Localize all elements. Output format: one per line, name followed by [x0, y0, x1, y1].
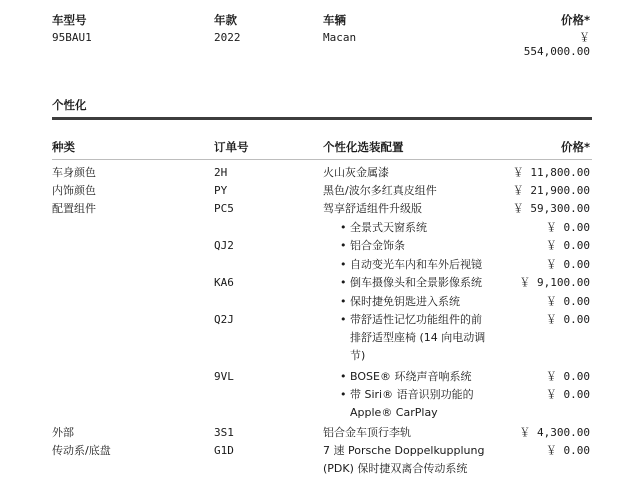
package-item-price: ￥ 0.00 [545, 258, 590, 271]
row-price: ￥ 21,900.00 [512, 184, 590, 197]
vehicle-price-row [0, 44, 640, 60]
package-item-text-line: 节) [350, 349, 366, 362]
header-config-price: 价格* [560, 140, 590, 154]
header-price: 价格* [560, 13, 590, 27]
row-category: 车身颜色 [52, 166, 96, 179]
bullet: • [340, 388, 347, 401]
header-divider [52, 159, 592, 160]
package-item-text-line: 带舒适性记忆功能组件的前 [350, 313, 482, 326]
vehicle-name: Macan [323, 31, 357, 44]
package-item-price: ￥ 0.00 [545, 221, 590, 234]
package-item-code: KA6 [214, 276, 234, 289]
header-config: 个性化选装配置 [323, 140, 404, 154]
package-item-text: 铝合金饰条 [350, 239, 405, 252]
bullet: • [340, 370, 347, 383]
row-desc: 黑色/波尔多红真皮组件 [323, 184, 437, 197]
package-item-code: Q2J [214, 313, 234, 326]
package-item-text-line: 带 Siri® 语音识别功能的 [350, 388, 474, 401]
package-item-text-line: Apple® CarPlay [350, 406, 438, 419]
row-category: 配置组件 [52, 202, 96, 215]
bullet: • [340, 258, 347, 271]
vehicle-model-code: 95BAU1 [52, 31, 92, 44]
row-desc-line: 7 速 Porsche Doppelkupplung [323, 444, 485, 457]
package-item-price: ￥ 0.00 [545, 295, 590, 308]
row-desc: 火山灰金属漆 [323, 166, 389, 179]
package-item-text: 自动变光车内和车外后视镜 [350, 258, 482, 271]
package-item-text: 倒车摄像头和全景影像系统 [350, 276, 482, 289]
package-item-code: 9VL [214, 370, 234, 383]
row-code: PC5 [214, 202, 234, 215]
row-desc: 驾享舒适组件升级版 [323, 202, 422, 215]
package-item-text: 全景式天窗系统 [350, 221, 427, 234]
section-title: 个性化 [52, 98, 87, 112]
package-item-text: 保时捷免钥匙进入系统 [350, 295, 460, 308]
row-desc: 铝合金车顶行李轨 [323, 426, 411, 439]
vehicle-header-row [0, 12, 640, 28]
row-category: 传动系/底盘 [52, 444, 111, 457]
row-price: ￥ 11,800.00 [512, 166, 590, 179]
row-price: ￥ 59,300.00 [512, 202, 590, 215]
bullet: • [340, 295, 347, 308]
row-category: 内饰颜色 [52, 184, 96, 197]
package-item-text: BOSE® 环绕声音响系统 [350, 370, 472, 383]
package-item-price: ￥ 0.00 [545, 313, 590, 326]
row-desc-line: (PDK) 保时捷双离合传动系统 [323, 462, 468, 475]
vehicle-year: 2022 [214, 31, 241, 44]
bullet: • [340, 239, 347, 252]
bullet: • [340, 221, 347, 234]
row-code: 2H [214, 166, 228, 179]
vehicle-currency: ￥ [579, 31, 590, 44]
header-vehicle: 车辆 [323, 13, 346, 27]
vehicle-price: 554,000.00 [523, 45, 590, 58]
row-price: ￥ 0.00 [545, 444, 590, 457]
header-type: 种类 [52, 140, 75, 154]
row-code: 3S1 [214, 426, 234, 439]
header-order-no: 订单号 [214, 140, 249, 154]
bullet: • [340, 276, 347, 289]
package-item-price: ￥ 0.00 [545, 388, 590, 401]
header-model-code: 车型号 [52, 13, 87, 27]
package-item-price: ￥ 0.00 [545, 239, 590, 252]
row-price: ￥ 4,300.00 [519, 426, 590, 439]
header-year: 年款 [214, 13, 237, 27]
row-code: G1D [214, 444, 234, 457]
row-code: PY [214, 184, 228, 197]
package-item-price: ￥ 0.00 [545, 370, 590, 383]
table-header-row [0, 139, 640, 155]
package-item-price: ￥ 9,100.00 [519, 276, 590, 289]
bullet: • [340, 313, 347, 326]
row-category: 外部 [52, 426, 74, 439]
section-divider [52, 117, 592, 120]
package-item-text-line: 排舒适型座椅 (14 向电动调 [350, 331, 486, 344]
package-item-code: QJ2 [214, 239, 234, 252]
